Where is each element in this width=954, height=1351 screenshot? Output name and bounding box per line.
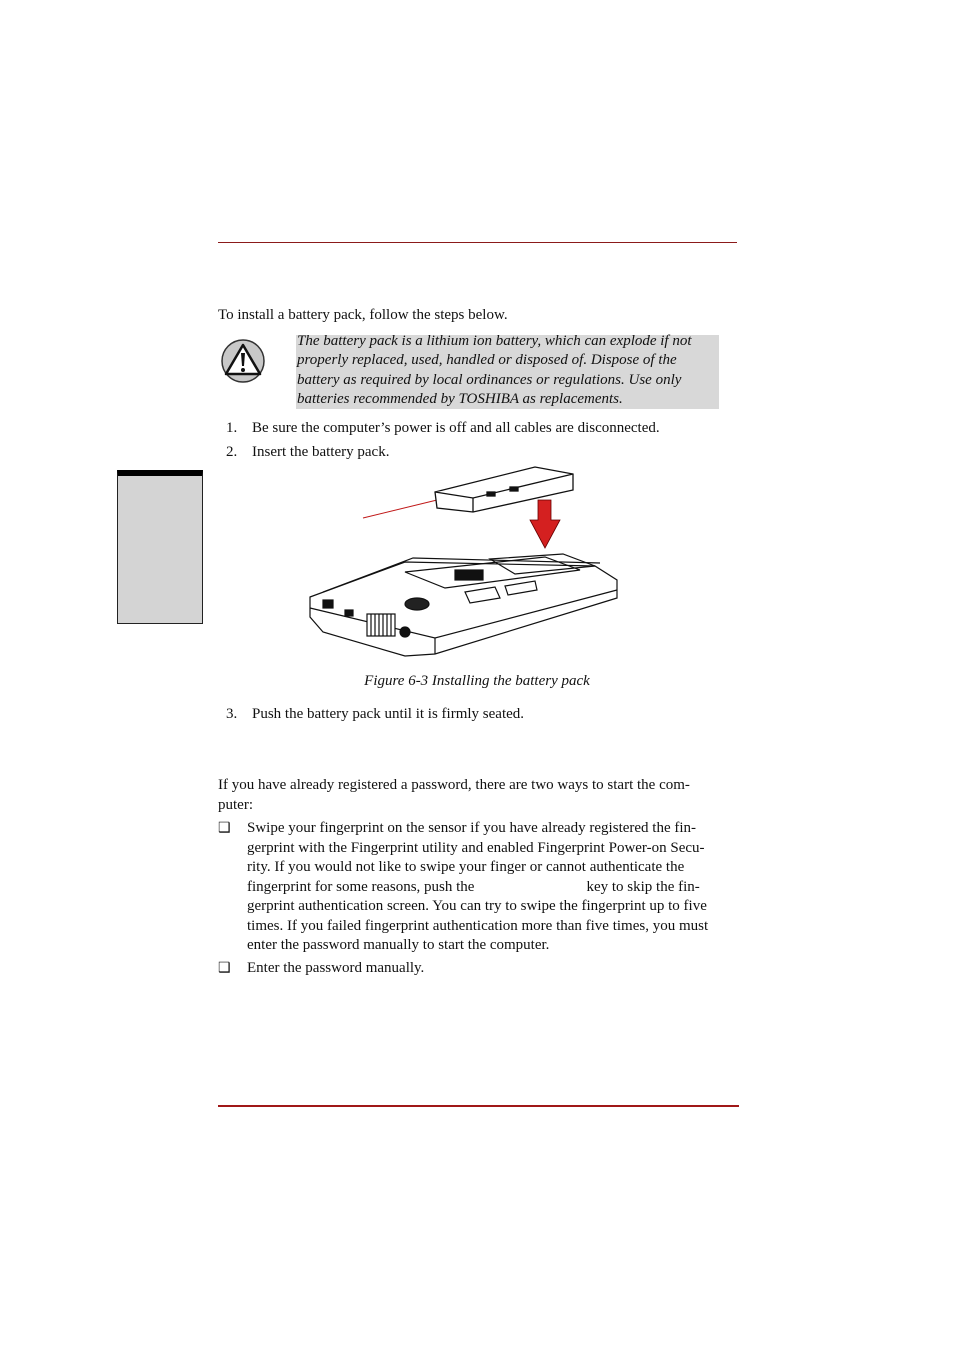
step-number: 1. [226, 420, 238, 436]
bullet-line: Enter the password manually. [247, 960, 425, 976]
step-2 [226, 443, 389, 461]
warning-line: properly replaced, used, handled or disposed of. Dispose of the [297, 352, 677, 369]
warning-line: The battery pack is a lithium ion battery, which can explode if not [297, 333, 692, 349]
bullet-line: gerprint authentication screen. You can try to swipe the fingerprint up to five [247, 898, 707, 914]
step-text: Push the battery pack until it is firmly seated. [252, 706, 525, 722]
step-text: Be sure the computer’s power is off and all cables are disconnected. [252, 420, 660, 436]
bullet-checkbox-icon: ❑ [218, 821, 231, 836]
bullet-fingerprint [247, 819, 739, 956]
warning-text [297, 332, 721, 409]
footer-rule [218, 1105, 739, 1107]
step-text: Insert the battery pack. [252, 444, 390, 460]
paragraph-line: If you have already registered a password, there are two ways to start the com- [218, 777, 690, 793]
bullet-line: gerprint with the Fingerprint utility and enabled Fingerprint Power-on Secu- [247, 839, 705, 856]
battery-pack-illustration [435, 467, 573, 512]
laptop-underside-illustration [310, 554, 617, 656]
bullet-line [247, 878, 739, 898]
step-1 [226, 419, 660, 437]
warning-line: battery as required by local ordinances or regulations. Use only [297, 371, 682, 388]
intro-text: To install a battery pack, follow the steps below. [218, 307, 508, 323]
bullet-line: enter the password manually to start the computer. [247, 937, 550, 953]
header-rule [218, 242, 737, 243]
figure-caption: Figure 6-3 Installing the battery pack [364, 673, 590, 689]
bullet-line: rity. If you would not like to swipe your finger or cannot authenticate the [247, 859, 685, 875]
bullet-line-part: fingerprint for some reasons, push the [247, 878, 475, 895]
bullet-checkbox-icon: ❑ [218, 961, 231, 976]
step-number: 2. [226, 444, 238, 460]
paragraph-line: puter: [218, 796, 253, 813]
step-3 [226, 705, 524, 723]
bullet-manual [247, 959, 739, 979]
bullet-line-part: key to skip the fin- [586, 878, 700, 895]
insert-arrow-icon [530, 500, 560, 548]
chapter-side-tab [117, 470, 203, 624]
warning-line: batteries recommended by TOSHIBA as replacements. [297, 390, 623, 407]
step-number: 3. [226, 706, 238, 722]
warning-triangle-icon [220, 338, 266, 384]
bullet-line: Swipe your fingerprint on the sensor if you have already registered the fin- [247, 820, 697, 836]
bullet-line: times. If you failed fingerprint authentication more than five times, you must [247, 917, 709, 934]
battery-install-figure [305, 462, 621, 660]
password-paragraph [218, 776, 738, 815]
